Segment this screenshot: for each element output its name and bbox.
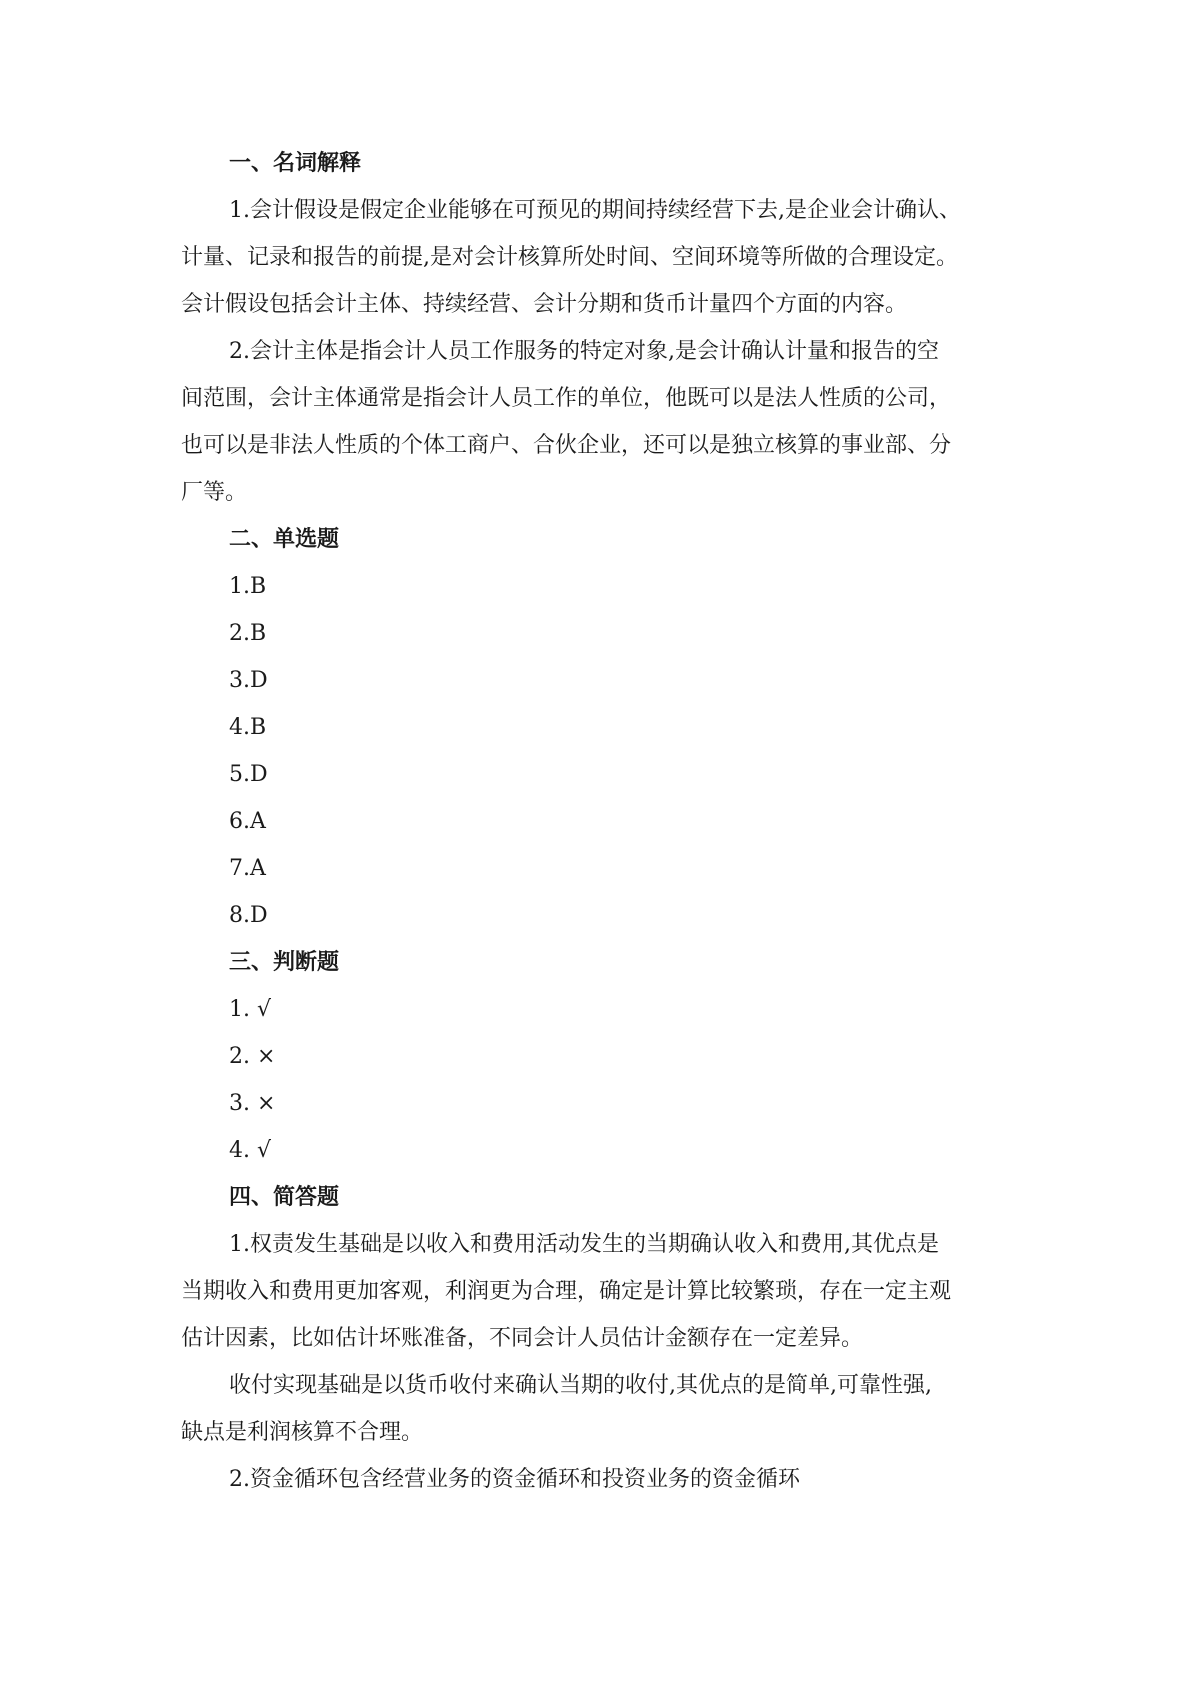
answer-item: 1.B xyxy=(229,574,267,599)
text-line: 间范围，会计主体通常是指会计人员工作的单位，他既可以是法人性质的公司， xyxy=(181,386,952,411)
section-heading-true-false: 三、判断题 xyxy=(229,950,340,975)
document-page xyxy=(181,140,1021,1503)
text-line: 计量、记录和报告的前提,是对会计核算所处时间、空间环境等所做的合理设定。 xyxy=(181,245,958,270)
text-line: 会计假设包括会计主体、持续经营、会计分期和货币计量四个方面的内容。 xyxy=(181,292,908,317)
answer-item: 4. √ xyxy=(229,1138,272,1163)
text-line: 2.资金循环包含经营业务的资金循环和投资业务的资金循环 xyxy=(229,1467,800,1492)
single-choice-answer-list xyxy=(181,563,1021,939)
text-line: 当期收入和费用更加客观，利润更为合理，确定是计算比较繁琐，存在一定主观 xyxy=(181,1279,952,1304)
term-definition-paragraph xyxy=(181,187,1021,328)
answer-item: 3. × xyxy=(229,1091,276,1116)
answer-item: 5.D xyxy=(229,762,268,787)
text-line: 估计因素，比如估计坏账准备，不同会计人员估计金额存在一定差异。 xyxy=(181,1326,864,1351)
short-answer-paragraph xyxy=(181,1362,1021,1456)
answer-item: 6.A xyxy=(229,809,266,834)
text-line: 也可以是非法人性质的个体工商户、合伙企业，还可以是独立核算的事业部、分 xyxy=(181,433,952,458)
text-line: 缺点是利润核算不合理。 xyxy=(181,1420,424,1445)
text-line: 厂等。 xyxy=(181,480,248,505)
answer-item: 7.A xyxy=(229,856,266,881)
answer-item: 4.B xyxy=(229,715,267,740)
section-heading-single-choice: 二、单选题 xyxy=(229,527,340,552)
answer-item: 2.B xyxy=(229,621,267,646)
section-heading-short-answer: 四、简答题 xyxy=(229,1185,340,1210)
text-line: 收付实现基础是以货币收付来确认当期的收付,其优点的是简单,可靠性强, xyxy=(229,1373,932,1398)
short-answer-paragraph xyxy=(181,1456,1021,1503)
text-line: 2.会计主体是指会计人员工作服务的特定对象,是会计确认计量和报告的空 xyxy=(229,339,939,364)
text-line: 1.权责发生基础是以收入和费用活动发生的当期确认收入和费用,其优点是 xyxy=(229,1232,939,1257)
answer-item: 1. √ xyxy=(229,997,272,1022)
answer-item: 2. × xyxy=(229,1044,276,1069)
answer-item: 3.D xyxy=(229,668,268,693)
answer-item: 8.D xyxy=(229,903,268,928)
short-answer-paragraph xyxy=(181,1221,1021,1362)
true-false-answer-list xyxy=(181,986,1021,1174)
term-definition-paragraph xyxy=(181,328,1021,516)
section-heading-terms: 一、名词解释 xyxy=(229,151,362,176)
text-line: 1.会计假设是假定企业能够在可预见的期间持续经营下去,是企业会计确认、 xyxy=(229,198,961,223)
